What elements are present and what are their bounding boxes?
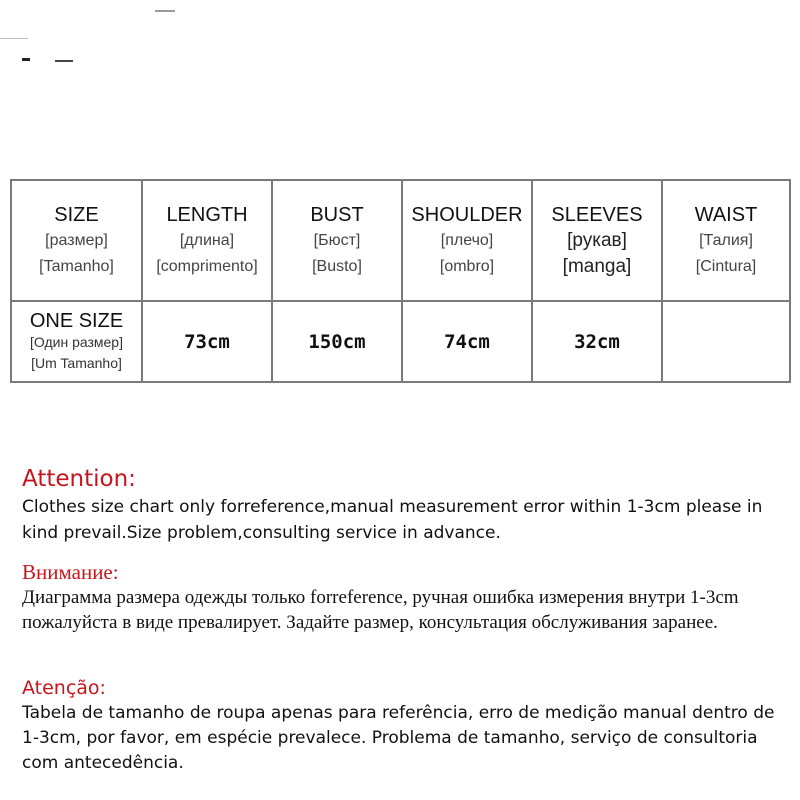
table-header-row — [11, 180, 790, 301]
notice-title: Внимание: — [22, 560, 119, 584]
header-portuguese-label: [ombro] — [439, 257, 495, 275]
header-waist — [662, 180, 790, 301]
size-chart-table — [10, 179, 791, 383]
notice-russian — [22, 560, 792, 635]
cropped-image-fragment — [22, 58, 30, 61]
cell-sleeves — [532, 301, 662, 382]
cell-shoulder — [402, 301, 532, 382]
cell-size — [11, 301, 142, 382]
header-russian-label: [рукав] — [567, 229, 627, 251]
table-row — [11, 301, 790, 382]
length-value: 73cm — [184, 330, 230, 353]
header-main-label: WAIST — [694, 203, 758, 226]
cell-bust — [272, 301, 402, 382]
size-russian-label: [Один размер] — [29, 333, 123, 350]
header-portuguese-label: [Tamanho] — [39, 257, 114, 275]
notice-body: Clothes size chart only forreference,manual measurement error within 1-3cm please in kind prevail.Size problem,consulting service in advance. — [22, 497, 763, 543]
header-russian-label: [Бюст] — [313, 231, 361, 249]
notice-body: Tabela de tamanho de roupa apenas para referência, erro de medição manual dentro de 1-3cm, por favor, em espécie prevalece. Problema de tamanho, serviço de consultoria com antecedência. — [22, 703, 775, 773]
cropped-image-fragment — [155, 10, 175, 12]
notice-body: Диаграмма размера одежды только forreference, ручная ошибка измерения внутри 1-3cm пожалуйста в виде превалирует. Задайте размер, консультация обслуживания заранее. — [22, 587, 739, 633]
notice-title: Attention: — [22, 466, 136, 492]
header-main-label: SIZE — [54, 203, 99, 226]
sleeves-value: 32cm — [574, 330, 620, 353]
shoulder-value: 74cm — [444, 330, 490, 353]
header-russian-label: [размер] — [45, 231, 108, 249]
header-russian-label: [длина] — [179, 231, 235, 249]
header-russian-label: [Талия] — [699, 231, 753, 249]
header-length — [142, 180, 272, 301]
size-portuguese-label: [Um Tamanho] — [31, 354, 122, 371]
cell-waist — [662, 301, 790, 382]
header-main-label: SLEEVES — [551, 203, 643, 226]
header-main-label: BUST — [310, 203, 364, 226]
bust-value: 150cm — [308, 330, 366, 353]
cropped-image-fragment — [0, 38, 28, 39]
cropped-image-fragment — [55, 60, 73, 62]
header-russian-label: [плечо] — [440, 231, 494, 249]
cell-length — [142, 301, 272, 382]
header-portuguese-label: [manga] — [562, 255, 632, 277]
notice-title: Atenção: — [22, 677, 106, 699]
header-portuguese-label: [Busto] — [312, 257, 362, 275]
header-shoulder — [402, 180, 532, 301]
notice-portuguese — [22, 676, 792, 776]
header-bust — [272, 180, 402, 301]
header-size — [11, 180, 142, 301]
header-main-label: SHOULDER — [411, 203, 523, 226]
header-portuguese-label: [Cintura] — [695, 257, 757, 275]
size-main-label: ONE SIZE — [29, 309, 124, 332]
header-portuguese-label: [comprimento] — [156, 257, 258, 275]
header-sleeves — [532, 180, 662, 301]
header-main-label: LENGTH — [166, 203, 248, 226]
notice-english — [22, 464, 792, 546]
